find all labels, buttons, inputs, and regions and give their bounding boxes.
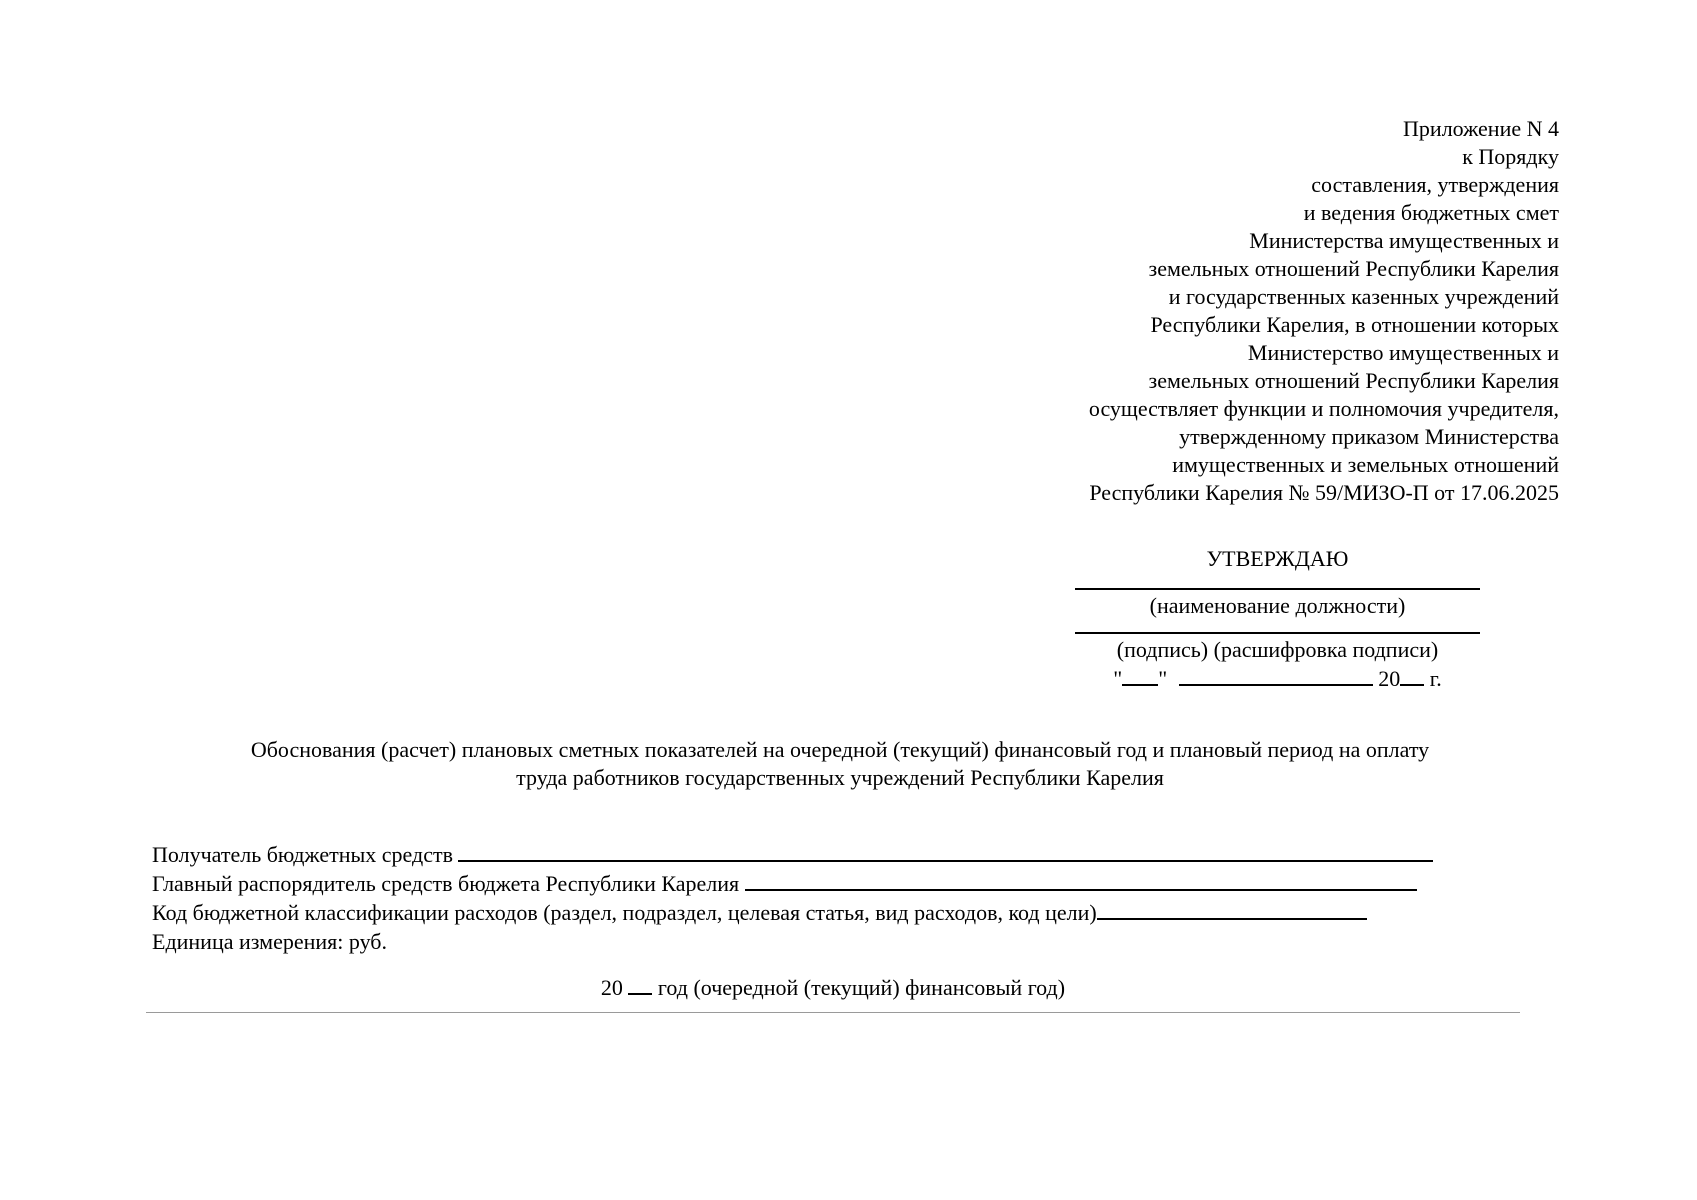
recipient-row xyxy=(152,840,1433,869)
appendix-line: к Порядку xyxy=(1462,144,1559,169)
appendix-block xyxy=(1089,115,1559,507)
date-year-suffix: г. xyxy=(1429,666,1442,691)
approve-title: УТВЕРЖДАЮ xyxy=(1206,546,1349,571)
year-section-title xyxy=(146,973,1520,1002)
signature-line xyxy=(1075,632,1480,634)
main-manager-blank xyxy=(745,869,1417,891)
kbk-row xyxy=(152,898,1433,927)
unit-label: Единица измерения: руб. xyxy=(152,929,387,954)
appendix-line: земельных отношений Республики Карелия xyxy=(1148,368,1559,393)
appendix-line: Республики Карелия № 59/МИЗО-П от 17.06.2025 xyxy=(1089,480,1559,505)
approval-block xyxy=(1075,545,1480,693)
appendix-line: Министерство имущественных и xyxy=(1247,340,1559,365)
date-year-prefix: 20 xyxy=(1378,666,1401,691)
appendix-line: земельных отношений Республики Карелия xyxy=(1148,256,1559,281)
heading-line-1: Обоснования (расчет) плановых сметных показателей на очередной (текущий) финансовый год и плановый период на оплату xyxy=(250,737,1430,762)
appendix-line: Министерства имущественных и xyxy=(1249,228,1559,253)
position-caption: (наименование должности) xyxy=(1149,593,1406,618)
recipient-blank xyxy=(458,840,1433,862)
date-quote-open: " xyxy=(1113,666,1123,691)
table-top-rule xyxy=(146,1012,1520,1013)
year-blank xyxy=(1400,664,1424,686)
year-section-blank xyxy=(628,973,652,995)
appendix-line: и ведения бюджетных смет xyxy=(1303,200,1559,225)
main-manager-row xyxy=(152,869,1433,898)
month-blank xyxy=(1179,664,1373,686)
appendix-line: Приложение N 4 xyxy=(1403,116,1559,141)
unit-row xyxy=(152,927,1433,956)
date-quote-close: " xyxy=(1158,666,1168,691)
approval-date xyxy=(1075,664,1480,693)
document-heading xyxy=(140,736,1540,792)
kbk-blank xyxy=(1097,898,1367,920)
year-suffix: год (очередной (текущий) финансовый год) xyxy=(657,975,1066,1000)
appendix-line: и государственных казенных учреждений xyxy=(1168,284,1559,309)
day-blank xyxy=(1122,664,1158,686)
signature-caption: (подпись) (расшифровка подписи) xyxy=(1116,637,1439,662)
kbk-label: Код бюджетной классификации расходов (раздел, подраздел, целевая статья, вид расходов, код цели) xyxy=(152,900,1097,925)
heading-line-2: труда работников государственных учреждений Республики Карелия xyxy=(516,765,1164,790)
main-manager-label: Главный распорядитель средств бюджета Республики Карелия xyxy=(152,871,740,896)
position-line xyxy=(1075,588,1480,590)
appendix-line: имущественных и земельных отношений xyxy=(1172,452,1559,477)
recipient-label: Получатель бюджетных средств xyxy=(152,842,453,867)
appendix-line: составления, утверждения xyxy=(1311,172,1559,197)
appendix-line: утвержденному приказом Министерства xyxy=(1179,424,1559,449)
year-prefix: 20 xyxy=(600,975,623,1000)
requisites-block xyxy=(152,840,1433,956)
appendix-line: Республики Карелия, в отношении которых xyxy=(1150,312,1559,337)
appendix-line: осуществляет функции и полномочия учредителя, xyxy=(1088,396,1559,421)
